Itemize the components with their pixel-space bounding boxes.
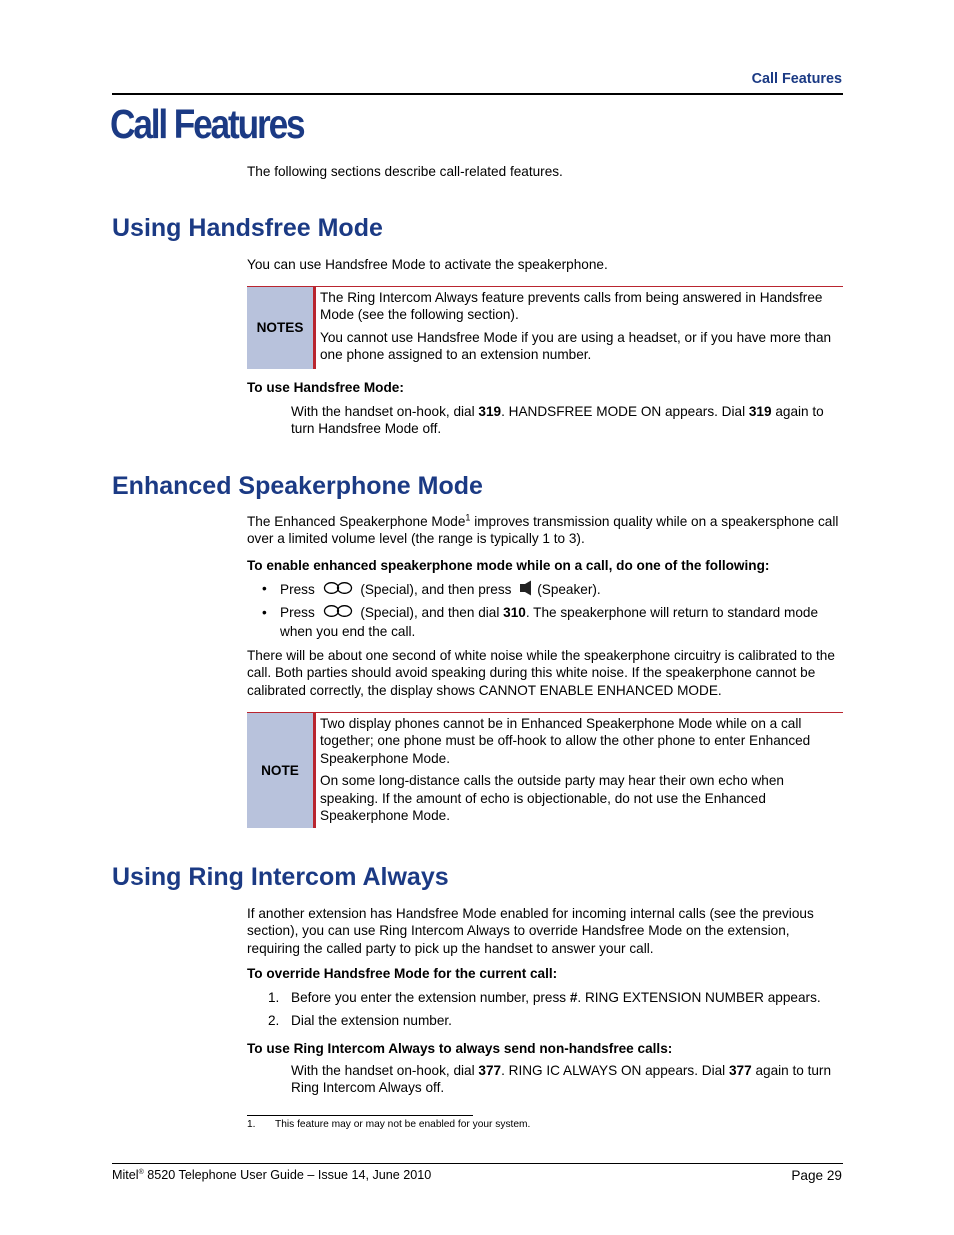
footnote-rule — [247, 1115, 473, 1116]
footer-rule — [112, 1163, 843, 1164]
step-text: again to turn Handsfree Mode off. — [291, 404, 824, 437]
step-text: With the handset on-hook, dial — [291, 404, 479, 419]
procedure-title: To enable enhanced speakerphone mode while on a call, do one of the following: — [247, 558, 770, 573]
notes-label: NOTES — [247, 287, 316, 369]
procedure-title: To use Handsfree Mode: — [247, 380, 404, 395]
step-text: . The speakerphone will return to standard mode when you end the call. — [280, 605, 819, 639]
dial-code: 310 — [503, 605, 526, 620]
registered-mark: ® — [138, 1168, 144, 1176]
note-text: The Ring Intercom Always feature prevents calls from being answered in Handsfree Mode (see the following section). — [320, 290, 823, 323]
step-text: . RING IC ALWAYS ON appears. Dial — [501, 1063, 729, 1078]
step-number: 1. — [268, 990, 280, 1005]
intro-text: The Enhanced Speakerphone Mode — [247, 514, 466, 529]
procedure-title: To use Ring Intercom Always to always send non-handsfree calls: — [247, 1041, 673, 1056]
bullet-marker: • — [262, 581, 267, 596]
page-number: Page 29 — [791, 1168, 842, 1183]
handsfree-intro: You can use Handsfree Mode to activate the speakerphone. — [247, 257, 608, 272]
bullet-marker: • — [262, 605, 267, 620]
step-text: (Special), and then dial — [360, 605, 504, 620]
dial-code: 377 — [478, 1063, 502, 1078]
step-text: again to turn Ring Intercom Always off. — [291, 1063, 832, 1096]
key-name: # — [569, 990, 578, 1005]
ring-intercom-step — [291, 1062, 843, 1097]
notes-body — [316, 287, 843, 369]
step-text: . RING EXTENSION NUMBER appears. — [577, 990, 821, 1005]
footnote-number: 1. — [247, 1119, 256, 1130]
list-item — [268, 989, 843, 1006]
header-rule — [112, 93, 843, 95]
handsfree-notes-box — [247, 286, 843, 369]
special-key-icon — [323, 604, 353, 622]
step-text: Dial the extension number. — [291, 1013, 452, 1028]
white-noise-paragraph: There will be about one second of white noise while the speakerphone circuitry is calibrated to the call. Both parties should avoid speaking during this white noise. If the speakerphone cannot be calibrated correctly, the display shows CANNOT ENABLE ENHANCED MODE. — [247, 648, 835, 698]
list-item — [262, 604, 842, 640]
step-text: . HANDSFREE MODE ON appears. Dial — [501, 404, 749, 419]
dial-code: 319 — [478, 404, 502, 419]
note-text: Two display phones cannot be in Enhanced Speakerphone Mode while on a call together; one phone must be off-hook to allow the other phone to enter Enhanced Speakerphone Mode. — [320, 716, 811, 766]
note-body — [316, 713, 843, 828]
step-number: 2. — [268, 1013, 280, 1028]
footnote-text: This feature may or may not be enabled for your system. — [275, 1119, 531, 1130]
brand-name: Mitel — [112, 1168, 139, 1182]
footnote — [247, 1118, 530, 1131]
special-key-icon — [323, 581, 353, 599]
note-label: NOTE — [247, 713, 316, 828]
speaker-key-icon — [519, 580, 533, 600]
list-item — [262, 580, 842, 600]
heading-speakerphone: Enhanced Speakerphone Mode — [112, 472, 483, 500]
speakerphone-intro — [247, 513, 842, 548]
ring-intercom-intro: If another extension has Handsfree Mode enabled for incoming internal calls (see the previous section), you can use Ring Intercom Always to override Handsfree Mode on the extension, requiring the called party to pick up the handset to answer your call. — [247, 906, 814, 956]
step-text: With the handset on-hook, dial — [291, 1063, 479, 1078]
handsfree-step — [291, 403, 843, 438]
step-text: Press — [280, 605, 315, 620]
footnote-ref[interactable]: 1 — [465, 512, 471, 523]
note-text: You cannot use Handsfree Mode if you are using a headset, or if you have more than one phone assigned to an extension number. — [320, 329, 832, 363]
step-text: (Special), and then press — [360, 581, 512, 597]
list-item — [268, 1012, 843, 1029]
speakerphone-note-box — [247, 712, 843, 828]
guide-title: 8520 Telephone User Guide – Issue 14, June 2010 — [143, 1168, 432, 1182]
heading-ring-intercom: Using Ring Intercom Always — [112, 863, 449, 891]
chapter-intro: The following sections describe call-related features. — [247, 164, 563, 179]
note-text: On some long-distance calls the outside party may hear their own echo when speaking. If the amount of echo is objectionable, do not use the Enhanced Speakerphone Mode. — [320, 773, 784, 824]
intro-text: improves transmission quality while on a speakersphone call over a limited volume level (the range is typically 1 to 3). — [247, 514, 839, 547]
running-head: Call Features — [751, 71, 842, 87]
step-text: Before you enter the extension number, press — [291, 990, 570, 1005]
procedure-title: To override Handsfree Mode for the current call: — [247, 966, 558, 981]
heading-handsfree: Using Handsfree Mode — [112, 214, 383, 242]
chapter-title: Call Features — [110, 101, 304, 147]
footer-guide-title — [112, 1167, 431, 1184]
step-text: (Speaker). — [537, 581, 601, 597]
step-text: Press — [280, 581, 315, 597]
dial-code: 319 — [748, 404, 772, 419]
dial-code: 377 — [728, 1063, 752, 1078]
